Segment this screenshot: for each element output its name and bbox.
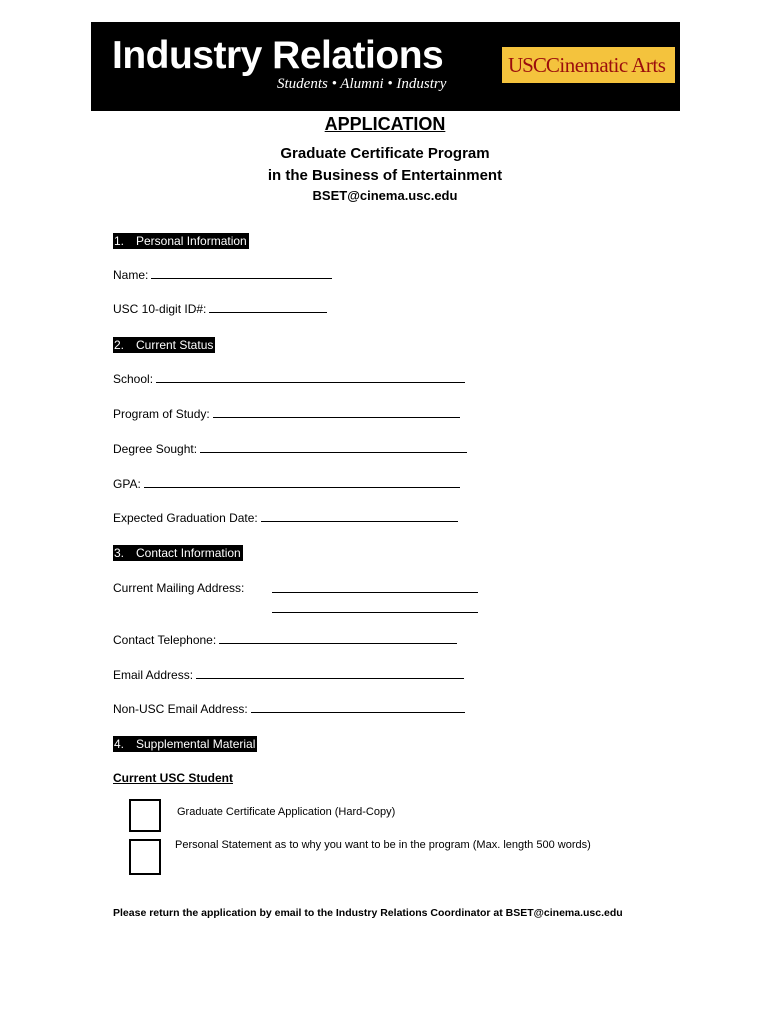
contact-email: BSET@cinema.usc.edu [312,188,458,203]
section-number: 2. [114,338,125,352]
section-title: Personal Information [136,234,247,248]
usc-id-blank[interactable] [209,301,327,313]
personal-statement-checkbox-label: Personal Statement as to why you want to be in the program (Max. length 500 words) [175,839,591,851]
name-blank[interactable] [151,267,332,279]
field-label: School: [113,372,154,386]
logo-text: Cinematic Arts [545,53,666,77]
section-header-status [113,337,215,353]
field-label: Program of Study: [113,407,210,421]
page-title: APPLICATION [324,114,446,134]
mailing-address-line-1[interactable] [272,581,478,593]
personal-statement-checkbox[interactable] [129,839,161,875]
section-header-personal [113,233,249,249]
telephone-blank[interactable] [219,632,457,644]
field-label: USC 10-digit ID#: [113,302,207,316]
name-field[interactable] [113,267,332,283]
usc-cinematic-arts-logo [502,47,675,83]
application-checkbox-label: Graduate Certificate Application (Hard-Copy) [177,806,396,818]
field-label: Name: [113,268,149,282]
email-field[interactable] [113,667,464,683]
program-line-1: Graduate Certificate Program [280,145,490,162]
section-title: Supplemental Material [136,737,256,751]
mailing-address-line-2[interactable] [272,601,478,613]
section-header-supplemental [113,736,257,752]
grad-date-field[interactable] [113,510,458,526]
degree-blank[interactable] [200,441,467,453]
school-blank[interactable] [156,371,465,383]
grad-date-blank[interactable] [261,510,458,522]
return-instructions: Please return the application by email to the Industry Relations Coordinator at BSET@cinema.usc.edu [113,907,623,919]
mailing-address-label: Current Mailing Address: [113,581,245,595]
non-usc-email-blank[interactable] [251,701,465,713]
field-label: Degree Sought: [113,442,198,456]
field-label: Email Address: [113,668,194,682]
section-title: Contact Information [136,546,241,560]
degree-field[interactable] [113,441,467,457]
section-title: Current Status [136,338,214,352]
header-banner [91,22,680,111]
section-number: 4. [114,737,125,751]
section-header-contact [113,545,243,561]
field-label: Non-USC Email Address: [113,702,248,716]
email-blank[interactable] [196,667,464,679]
field-label: GPA: [113,477,141,491]
banner-title: Industry Relations [112,34,444,77]
logo-usc: USC [508,53,546,77]
section-number: 1. [114,234,125,248]
non-usc-email-field[interactable] [113,701,465,717]
school-field[interactable] [113,371,465,387]
usc-id-field[interactable] [113,301,327,317]
section-number: 3. [114,546,125,560]
application-checkbox[interactable] [129,799,161,832]
field-label: Expected Graduation Date: [113,511,258,525]
current-usc-student-heading: Current USC Student [113,771,233,785]
field-label: Contact Telephone: [113,633,217,647]
program-blank[interactable] [213,406,460,418]
program-field[interactable] [113,406,460,422]
gpa-field[interactable] [113,476,460,492]
telephone-field[interactable] [113,632,457,648]
program-line-2: in the Business of Entertainment [267,167,503,184]
banner-subtitle: Students • Alumni • Industry [277,76,447,92]
gpa-blank[interactable] [144,476,460,488]
